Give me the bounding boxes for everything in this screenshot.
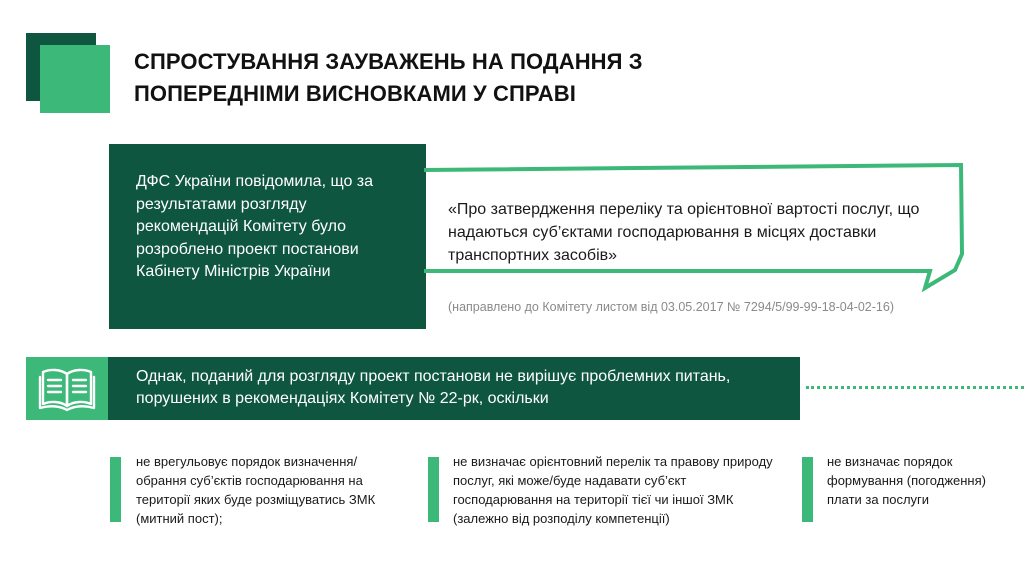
slide-title-line-2: ПОПЕРЕДНІМИ ВИСНОВКАМИ У СПРАВІ <box>134 81 576 106</box>
slide-title <box>134 46 834 110</box>
dfs-info-box: ДФС України повідомила, що за результатами розгляду рекомендацій Комітету було розроблено проект постанови Кабінету Міністрів України <box>109 144 426 329</box>
point-bar-3 <box>802 457 813 522</box>
slide-title-line-1: СПРОСТУВАННЯ ЗАУВАЖЕНЬ НА ПОДАННЯ З <box>134 49 643 74</box>
banner-icon-box <box>26 357 108 420</box>
point-3-text: не визначає порядок формування (погодження) плати за послуги <box>827 454 986 507</box>
point-bar-1 <box>110 457 121 522</box>
point-1-text: не врегульовує порядок визначення/обрання суб’єктів господарювання на території яких буде розміщуватись ЗМК (митний пост); <box>136 454 376 526</box>
open-book-icon <box>38 366 96 412</box>
decorative-square-light <box>40 45 110 113</box>
resolution-title-quote: «Про затвердження переліку та орієнтовної вартості послуг, що надаються суб’єктами господарювання в місцях доставки транспортних засобів» <box>448 201 920 264</box>
point-2-text: не визначає орієнтовний перелік та правову природу послуг, які може/буде надавати суб’єкт господарювання на території тієї чи іншої ЗМК (залежно від розподілу компетенції) <box>453 454 773 526</box>
however-banner: Однак, поданий для розгляду проект постанови не вирішує проблемних питань, порушених в рекомендаціях Комітету № 22-рк, оскільки <box>108 357 800 420</box>
letter-reference-note: (направлено до Комітету листом від 03.05.2017 № 7294/5/99-99-18-04-02-16) <box>448 300 894 314</box>
point-bar-2 <box>428 457 439 522</box>
dotted-divider <box>806 386 1024 389</box>
